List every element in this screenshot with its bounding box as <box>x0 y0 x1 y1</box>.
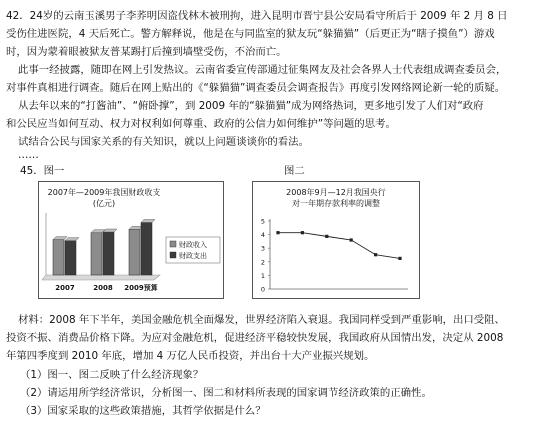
chart2-point-1 <box>301 231 304 234</box>
chart1-title-line1: 2007年—2009年我国财政收支 <box>47 188 161 197</box>
chart2-y-tick-label-1: 1 <box>260 271 265 280</box>
chart1-legend-label-0: 财政收入 <box>179 241 207 249</box>
chart2-y-tick-label-2: 2 <box>260 258 265 267</box>
q42-line-1: 42．24岁的云南玉溪男子李荞明因盗伐林木被刑拘，进入昆明市晋宁县公安局看守所后于 2009 年 2 月 8 日 <box>6 10 508 22</box>
chart2-point-2 <box>325 235 328 238</box>
chart1-title-line2: (亿元) <box>92 199 116 208</box>
q42-line-7: 和公民应当如何互动、权力对权利如何尊重、政府的公信力如何维护”等问题的思考。 <box>6 118 396 130</box>
q42-line-6: 从去年以来的“打酱油”、“俯卧撑”，到 2009 年的“躲猫猫”成为网络热词，更多地引发了人们对“政府 <box>18 100 484 112</box>
q45-label: 45．图一 <box>20 165 65 177</box>
question-2: （2）请运用所学经济常识，分析图一、图二和材料所表现的国家调节经济政策的正确性。 <box>20 387 432 399</box>
chart2-point-5 <box>398 257 401 260</box>
chart2-y-tick-label-4: 4 <box>260 231 265 240</box>
material-line-1: 材料：2008 年下半年，美国金融危机全面爆发，世界经济陷入衰退。我国同样受到严重影响，出口受阻、 <box>18 314 505 326</box>
chart2-point-3 <box>350 238 353 241</box>
chart1-bar-2009预算-财政支出 <box>141 223 152 275</box>
chart2-y-tick-label-5: 5 <box>260 217 265 226</box>
q42-line-8: 试结合公民与国家关系的有关知识，就以上问题谈谈你的看法。 <box>18 136 309 148</box>
q42-line-4: 此事一经披露，随即在网上引发热议。云南省委宣传部通过征集网友及社会各界人士代表组成调查委员会， <box>18 64 507 76</box>
chart2-y-tick-label-0: 0 <box>260 285 265 294</box>
chart1-category-label-1: 2008 <box>93 284 113 292</box>
chart1-bar-2008-财政收入 <box>91 233 102 275</box>
question-3: （3）国家采取的这些政策措施，其哲学依据是什么？ <box>20 405 266 417</box>
chart1-bar-2007-财政支出 <box>65 241 76 275</box>
material-line-3: 年第四季度到 2010 年底，增加 4 万亿人民币投资，并出台十大产业振兴规划。 <box>6 350 375 362</box>
chart1-bar-2007-财政收入 <box>53 240 64 275</box>
chart1-category-label-0: 2007 <box>55 284 75 292</box>
chart2-title-line1: 2008年9月—12月我国央行 <box>286 188 386 197</box>
q42-line-3: 时，因为蒙着眼被狱友普某踢打后撞到墙壁受伤，不治而亡。 <box>6 46 287 58</box>
figure-2-label: 图二 <box>284 165 305 177</box>
interest-rate-line-chart <box>252 181 420 299</box>
question-1: （1）图一、图二反映了什么经济现象？ <box>20 369 204 381</box>
chart1-legend-swatch-0 <box>170 241 176 247</box>
material-line-2: 投资不振、消费品价格下降。为应对金融危机，促进经济平稳较快发展，我国政府从国情出发，决定从 2008 <box>6 332 504 344</box>
fiscal-bar-chart <box>38 181 224 299</box>
chart1-bar-2008-财政支出 <box>103 232 114 275</box>
chart1-category-label-2: 2009预算 <box>124 284 158 292</box>
chart2-title-line2: 对一年期存款利率的调整 <box>292 199 380 208</box>
chart2-point-0 <box>276 231 279 234</box>
chart1-floor <box>42 275 160 280</box>
chart2-y-tick-label-3: 3 <box>260 244 265 253</box>
chart1-legend-label-1: 财政支出 <box>179 252 207 260</box>
ellipsis: …… <box>18 149 39 161</box>
q42-line-5: 对事件真相进行调查。随后在网上贴出的《“躲猫猫”调查委员会调查报告》再度引发网络网论新一轮的质疑。 <box>6 82 506 94</box>
chart2-point-4 <box>374 253 377 256</box>
chart1-bar-2009预算-财政收入 <box>129 229 140 275</box>
chart1-legend-swatch-1 <box>170 252 176 258</box>
q42-line-2: 受伤住进医院，4 天后死亡。警方解释说，他是在与同监室的狱友玩“躲猫猫”（后更正为“瞎子摸鱼”）游戏 <box>6 28 495 40</box>
